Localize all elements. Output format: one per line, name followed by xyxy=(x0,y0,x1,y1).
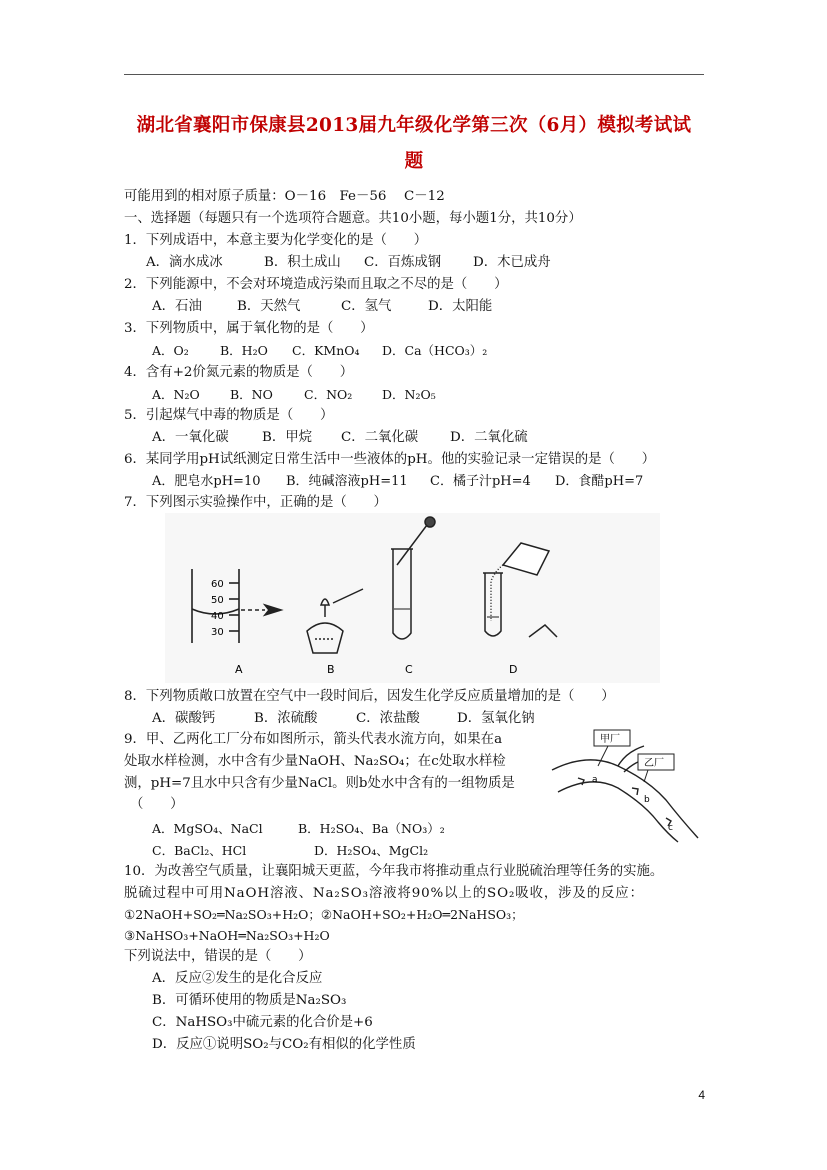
q9-option-b: B．H₂SO₄、Ba（NO₃）₂ xyxy=(298,821,445,836)
q2-option-b: B．天然气 xyxy=(237,299,301,314)
q9-line-4: （ ） xyxy=(130,797,184,812)
point-a: a xyxy=(592,775,598,785)
q3-option-a: A．O₂ xyxy=(152,343,189,358)
point-c: c xyxy=(668,823,673,833)
q5-option-c: C．二氧化碳 xyxy=(341,430,419,445)
title-line-2: 题 xyxy=(404,151,424,172)
fig-label-b: B xyxy=(327,663,335,676)
q2-stem: 2．下列能源中，不会对环境造成污染而且取之不尽的是（ ） xyxy=(124,277,508,292)
q4-option-d: D．N₂O₅ xyxy=(382,387,436,402)
q9-river-map-figure xyxy=(548,722,706,844)
fig-label-a: A xyxy=(235,663,243,676)
q2-option-a: A．石油 xyxy=(152,299,202,314)
atomic-mass-line: 可能用到的相对原子质量：O－16 Fe－56 C－12 xyxy=(124,189,445,204)
tick-50: 50 xyxy=(211,595,224,606)
q7-stem: 7．下列图示实验操作中，正确的是（ ） xyxy=(124,495,387,510)
q6-option-b: B．纯碱溶液pH=11 xyxy=(286,474,408,489)
q5-option-a: A．一氧化碳 xyxy=(152,430,229,445)
q1-option-d: D．木已成舟 xyxy=(473,255,551,270)
q7-apparatus-figure xyxy=(165,513,660,683)
tick-40: 40 xyxy=(211,611,224,622)
q1-option-c: C．百炼成钢 xyxy=(364,255,442,270)
document-title xyxy=(124,108,704,180)
q10-option-b: B．可循环使用的物质是Na₂SO₃ xyxy=(152,993,347,1008)
q5-stem: 5．引起煤气中毒的物质是（ ） xyxy=(124,408,334,423)
q10-line-3: ①2NaOH+SO₂═Na₂SO₃+H₂O；②NaOH+SO₂+H₂O═2NaHSO₃； xyxy=(124,907,524,922)
q10-option-c: C．NaHSO₃中硫元素的化合价是+6 xyxy=(152,1015,373,1030)
title-line-1: 湖北省襄阳市保康县2013届九年级化学第三次（6月）模拟考试试 xyxy=(136,115,692,136)
q2-option-c: C．氢气 xyxy=(341,299,392,314)
fig-label-d: D xyxy=(509,663,518,676)
q3-option-d: D．Ca（HCO₃）₂ xyxy=(382,343,488,358)
tick-30: 30 xyxy=(211,627,224,638)
q9-option-d: D．H₂SO₄、MgCl₂ xyxy=(314,843,429,858)
q1-option-a: A．滴水成冰 xyxy=(146,255,223,270)
q4-option-c: C．NO₂ xyxy=(304,387,353,402)
q6-option-d: D．食醋pH=7 xyxy=(555,474,644,489)
q6-option-a: A．肥皂水pH=10 xyxy=(152,474,261,489)
q8-option-a: A．碳酸钙 xyxy=(152,711,216,726)
q6-stem: 6．某同学用pH试纸测定日常生活中一些液体的pH。他的实验记录一定错误的是（ ） xyxy=(124,452,656,467)
q10-line-4: ③NaHSO₃+NaOH═Na₂SO₃+H₂O xyxy=(124,928,330,943)
q10-option-d: D．反应①说明SO₂与CO₂有相似的化学性质 xyxy=(152,1037,416,1052)
q2-option-d: D．太阳能 xyxy=(428,299,493,314)
q8-option-d: D．氢氧化钠 xyxy=(457,711,535,726)
section-heading: 一、选择题（每题只有一个选项符合题意。共10小题，每小题1分，共10分） xyxy=(124,211,582,226)
factory-jia-label: 甲厂 xyxy=(600,734,620,745)
q5-option-d: D．二氧化硫 xyxy=(450,430,528,445)
q1-option-b: B．积土成山 xyxy=(264,255,341,270)
q10-line-1: 10．为改善空气质量，让襄阳城天更蓝，今年我市将推动重点行业脱硫治理等任务的实施。 xyxy=(124,864,664,879)
q10-line-2: 脱硫过程中可用NaOH溶液、Na₂SO₃溶液将90%以上的SO₂吸收，涉及的反应： xyxy=(124,886,644,901)
q6-option-c: C．橘子汁pH=4 xyxy=(430,474,531,489)
q8-option-c: C．浓盐酸 xyxy=(356,711,420,726)
q3-option-b: B．H₂O xyxy=(220,343,268,358)
q3-stem: 3．下列物质中，属于氧化物的是（ ） xyxy=(124,321,374,336)
q8-option-b: B．浓硫酸 xyxy=(254,711,318,726)
fig-label-c: C xyxy=(405,663,413,676)
point-b: b xyxy=(644,795,650,805)
river-icon xyxy=(552,746,698,842)
q9-option-a: A．MgSO₄、NaCl xyxy=(152,821,263,836)
q5-option-b: B．甲烷 xyxy=(262,430,313,445)
page-number: 4 xyxy=(698,1088,705,1102)
q9-option-c: C．BaCl₂、HCl xyxy=(152,843,247,858)
factory-yi-label: 乙厂 xyxy=(644,758,664,769)
q1-stem: 1．下列成语中，本意主要为化学变化的是（ ） xyxy=(124,233,428,248)
q10-option-a: A．反应②发生的是化合反应 xyxy=(152,971,323,986)
q8-stem: 8．下列物质敞口放置在空气中一段时间后，因发生化学反应质量增加的是（ ） xyxy=(124,689,615,704)
q4-stem: 4．含有+2价氮元素的物质是（ ） xyxy=(124,365,354,380)
q9-line-2: 处取水样检测，水中含有少量NaOH、Na₂SO₄；在c处取水样检 xyxy=(124,754,506,769)
q3-option-c: C．KMnO₄ xyxy=(292,343,360,358)
q9-line-3: 测，pH=7且水中只含有少量NaCl。则b处水中含有的一组物质是 xyxy=(124,776,515,791)
q4-option-a: A．N₂O xyxy=(152,387,200,402)
header-rule xyxy=(124,74,704,75)
q10-line-5: 下列说法中，错误的是（ ） xyxy=(124,949,312,964)
q4-option-b: B．NO xyxy=(230,387,273,402)
q9-line-1: 9．甲、乙两化工厂分布如图所示，箭头代表水流方向，如果在a xyxy=(124,732,503,747)
tick-60: 60 xyxy=(211,579,224,590)
